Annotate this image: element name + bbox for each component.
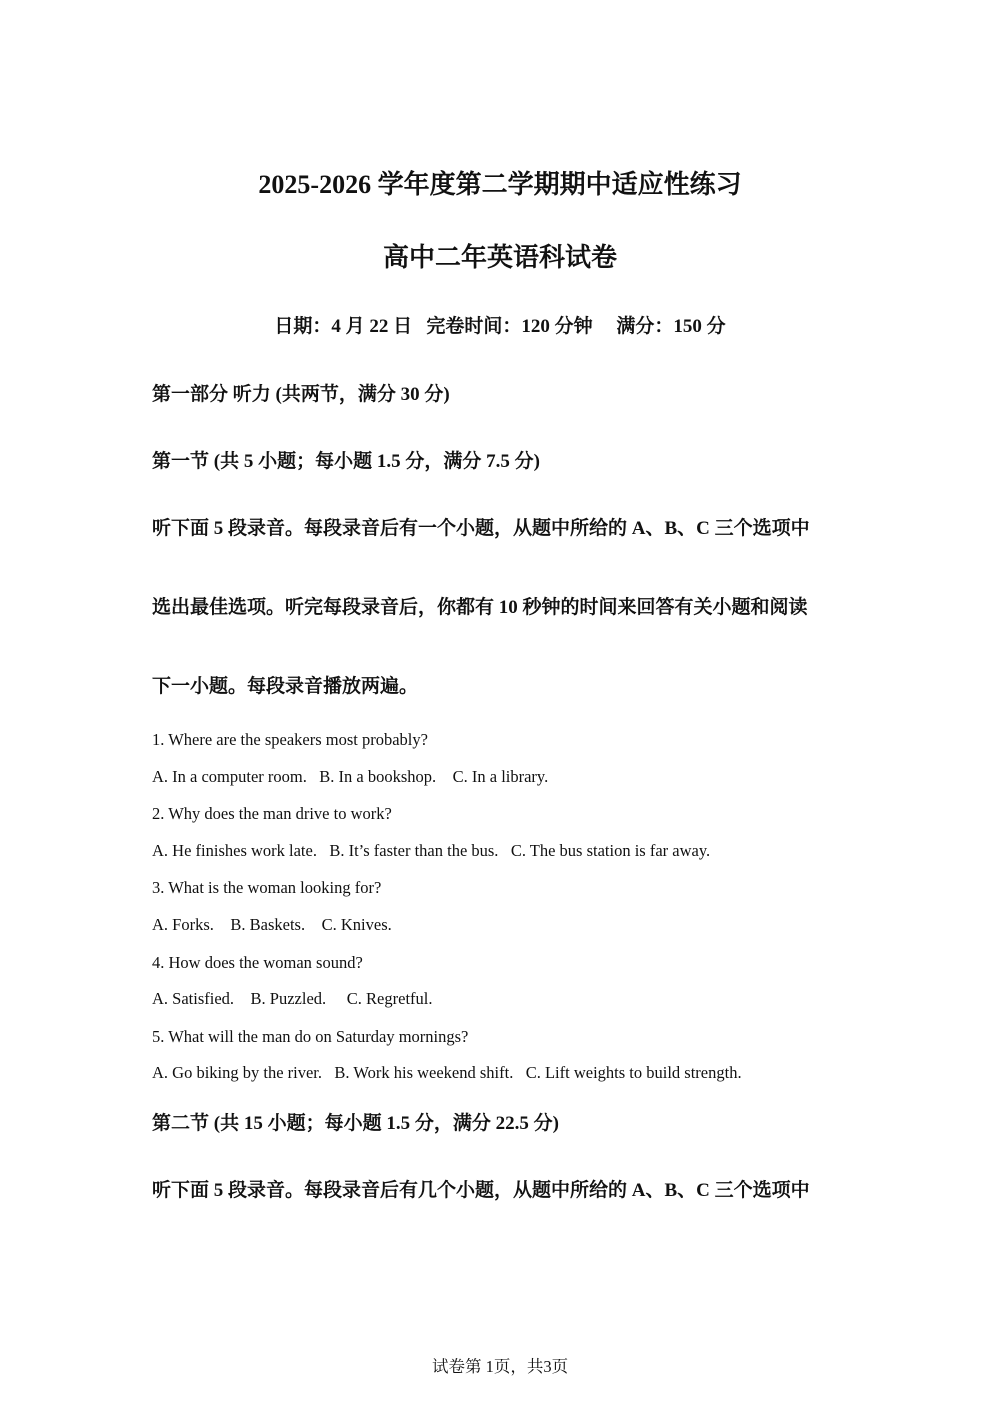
option-a: A. He finishes work late. bbox=[152, 841, 317, 860]
option-b: B. Baskets. bbox=[230, 915, 306, 934]
option-b: B. Puzzled. bbox=[250, 989, 327, 1008]
question-stem: 2. Why does the man drive to work? bbox=[152, 804, 392, 823]
question-stem: 5. What will the man do on Saturday mornings? bbox=[152, 1027, 469, 1046]
question-stem: 3. What is the woman looking for? bbox=[152, 878, 382, 897]
section1-instruction-line: 下一小题。每段录音播放两遍。 bbox=[152, 676, 419, 697]
option-a: A. Go biking by the river. bbox=[152, 1063, 323, 1082]
option-a: A. Satisfied. bbox=[152, 989, 235, 1008]
option-b: B. It’s faster than the bus. bbox=[329, 841, 499, 860]
exam-duration: 完卷时间：120 分钟 bbox=[426, 316, 593, 337]
exam-date: 日期：4 月 22 日 bbox=[274, 316, 413, 337]
question-options bbox=[152, 914, 392, 936]
option-b: B. Work his weekend shift. bbox=[334, 1063, 514, 1082]
question-stem: 4. How does the woman sound? bbox=[152, 953, 363, 972]
question-stem: 1. Where are the speakers most probably? bbox=[152, 730, 428, 749]
question-options bbox=[152, 766, 548, 788]
option-c: C. In a library. bbox=[452, 767, 549, 786]
section1-instruction-line: 听下面 5 段录音。每段录音后有一个小题，从题中所给的 A、B、C 三个选项中 bbox=[152, 518, 810, 539]
exam-full-score: 满分：150 分 bbox=[616, 316, 726, 337]
exam-subtitle: 高中二年英语科试卷 bbox=[382, 243, 617, 272]
option-c: C. Lift weights to build strength. bbox=[525, 1063, 742, 1082]
exam-meta bbox=[0, 315, 1000, 339]
section1-heading: 第一节 (共 5 小题；每小题 1.5 分，满分 7.5 分) bbox=[152, 451, 540, 472]
question-options bbox=[152, 988, 433, 1010]
page-footer: 试卷第 1页，共3页 bbox=[431, 1357, 569, 1376]
option-c: C. Knives. bbox=[321, 915, 392, 934]
section1-instruction-line: 选出最佳选项。听完每段录音后，你都有 10 秒钟的时间来回答有关小题和阅读 bbox=[152, 597, 808, 618]
question-options bbox=[152, 1062, 742, 1084]
option-c: C. The bus station is far away. bbox=[510, 841, 711, 860]
question-options bbox=[152, 840, 710, 862]
exam-title: 2025-2026 学年度第二学期期中适应性练习 bbox=[258, 170, 742, 199]
option-c: C. Regretful. bbox=[346, 989, 433, 1008]
part1-heading: 第一部分 听力 (共两节，满分 30 分) bbox=[152, 384, 450, 405]
option-a: A. Forks. bbox=[152, 915, 214, 934]
section2-instruction-line: 听下面 5 段录音。每段录音后有几个小题，从题中所给的 A、B、C 三个选项中 bbox=[152, 1180, 810, 1201]
option-a: A. In a computer room. bbox=[152, 767, 307, 786]
option-b: B. In a bookshop. bbox=[319, 767, 437, 786]
section2-heading: 第二节 (共 15 小题；每小题 1.5 分，满分 22.5 分) bbox=[152, 1113, 559, 1134]
